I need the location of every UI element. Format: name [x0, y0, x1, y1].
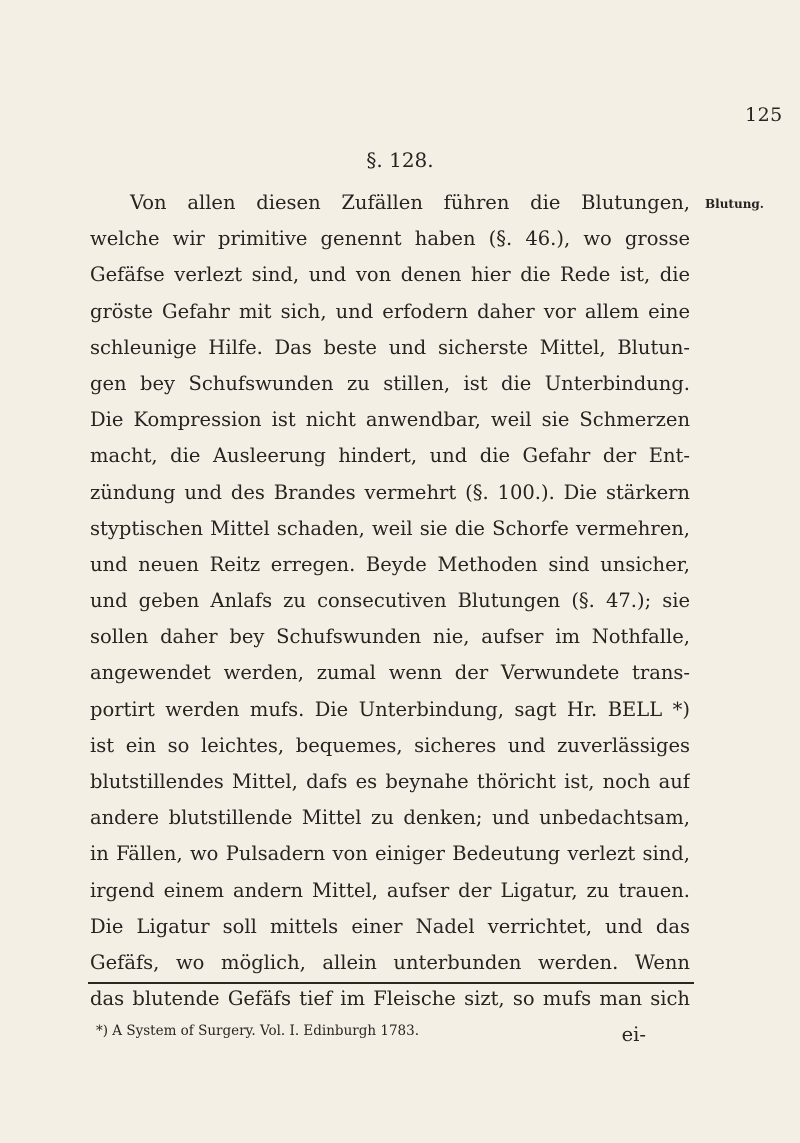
- footnote: *) A System of Surgery. Vol. I. Edinburgh 1783.: [96, 1023, 419, 1039]
- text-line: Gefäfse verlezt sind, und von denen hier die Rede ist, die: [90, 263, 690, 287]
- text-line: und neuen Reitz erregen. Beyde Methoden sind unsicher,: [90, 552, 690, 576]
- catchword: ei-: [621, 1023, 646, 1047]
- text-line: gröste Gefahr mit sich, und erfodern daher vor allem eine: [90, 299, 690, 323]
- text-line: andere blutstillende Mittel zu denken; und unbedachtsam,: [90, 806, 690, 830]
- text-line: Die Kompression ist nicht anwendbar, weil sie Schmerzen: [90, 408, 690, 432]
- text-line: styptischen Mittel schaden, weil sie die Schorfe vermehren,: [90, 516, 690, 540]
- text-line: blutstillendes Mittel, dafs es beynahe thöricht ist, noch auf: [90, 770, 690, 793]
- text-line: Die Ligatur soll mittels einer Nadel verrichtet, und das: [90, 914, 690, 938]
- text-line: gen bey Schufswunden zu stillen, ist die Unterbindung.: [90, 371, 690, 395]
- text-line: zündung und des Brandes vermehrt (§. 100.). Die stärkern: [90, 480, 690, 504]
- text-line: welche wir primitive genennt haben (§. 46.), wo grosse: [90, 227, 690, 251]
- text-line: Von allen diesen Zufällen führen die Blutungen,: [130, 191, 690, 214]
- text-line: sollen daher bey Schufswunden nie, aufser im Nothfalle,: [90, 625, 690, 649]
- text-line: ist ein so leichtes, bequemes, sicheres und zuverlässiges: [90, 733, 690, 757]
- text-line: und geben Anlafs zu consecutiven Blutungen (§. 47.); sie: [90, 589, 690, 613]
- text-line: macht, die Ausleerung hindert, und die Gefahr der Ent-: [90, 444, 690, 468]
- text-line: Gefäfs, wo möglich, allein unterbunden werden. Wenn: [90, 950, 690, 974]
- text-line: schleunige Hilfe. Das beste und sicherste Mittel, Blutun-: [90, 335, 690, 359]
- body-text: [90, 185, 690, 1054]
- margin-note: Blutung.: [705, 197, 764, 211]
- section-heading: §. 128.: [366, 148, 434, 172]
- text-line: irgend einem andern Mittel, aufser der Ligatur, zu trauen.: [90, 878, 690, 902]
- page-number: 125: [745, 104, 783, 126]
- text-line: in Fällen, wo Pulsadern von einiger Bedeutung verlezt sind,: [90, 842, 690, 866]
- footnote-rule: [88, 982, 694, 984]
- text-line: portirt werden mufs. Die Unterbindung, sagt Hr. BELL *): [90, 697, 690, 721]
- text-line: das blutende Gefäfs tief im Fleische sizt, so mufs man sich: [90, 987, 690, 1011]
- text-line: angewendet werden, zumal wenn der Verwundete trans-: [90, 661, 690, 685]
